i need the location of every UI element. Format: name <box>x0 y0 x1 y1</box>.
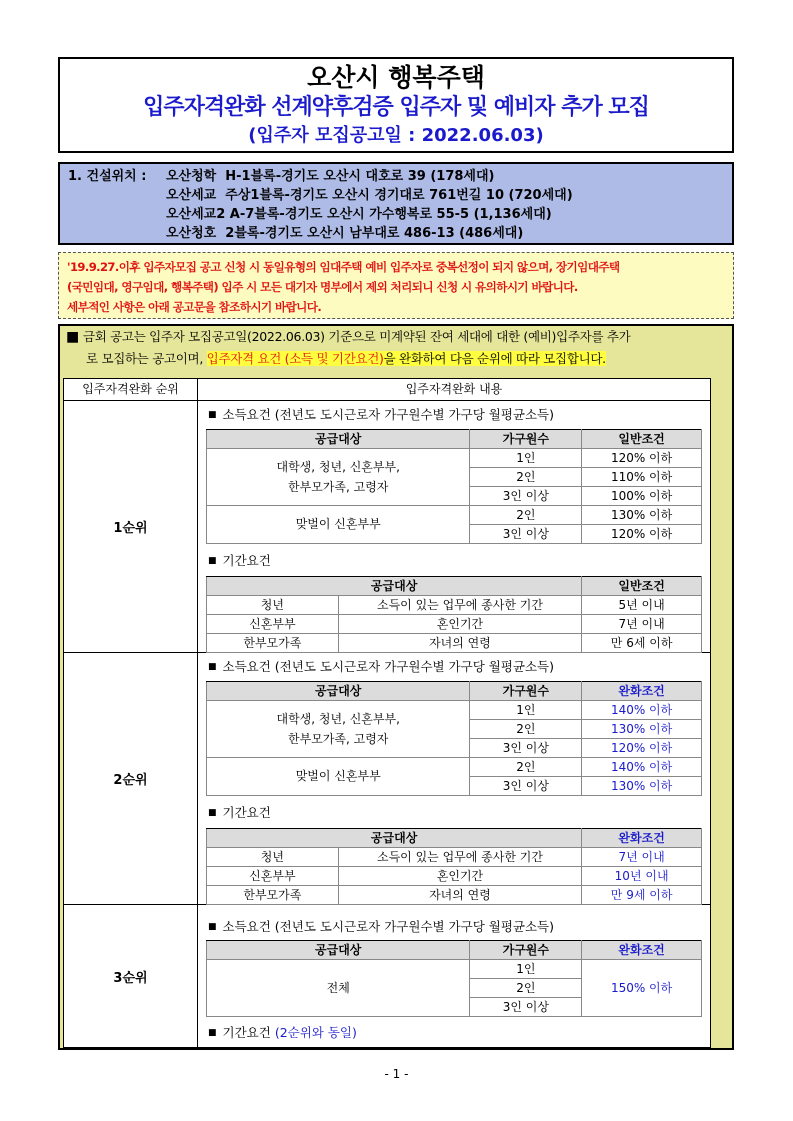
household-3: 3인 이상 <box>470 998 582 1017</box>
income-requirement: 소득요건 (전년도 도시근로자 가구원수별 가구당 월평균소득) <box>222 919 555 934</box>
group-b: 한부모가족, 고령자 <box>288 480 389 494</box>
household-3: 3인 이상 <box>470 739 582 758</box>
page-number: - 1 - <box>384 1067 409 1081</box>
target-single-parent: 한부모가족 <box>207 634 339 653</box>
criteria-table <box>63 378 711 1048</box>
household-2: 2인 <box>470 720 582 739</box>
rank2-label: 2순위 <box>64 653 198 905</box>
square-bullet-icon: ■ <box>208 1028 217 1038</box>
household-2: 2인 <box>470 758 582 777</box>
rank3-content <box>198 905 710 1047</box>
square-bullet-icon: ■ <box>208 410 217 420</box>
target-youth: 청년 <box>207 848 339 867</box>
col-target: 공급대상 <box>207 829 582 848</box>
target-single-parent: 한부모가족 <box>207 886 339 905</box>
income-value: 110% 이하 <box>582 468 702 487</box>
intro-highlight: 입주자격 요건 (소득 및 기간요건) <box>206 351 384 366</box>
col-condition: 완화조건 <box>582 829 702 848</box>
rank2-period-table <box>206 828 702 905</box>
group-b: 한부모가족, 고령자 <box>288 732 389 746</box>
square-bullet-icon: ■ <box>66 329 79 345</box>
rank2-content <box>198 653 710 905</box>
square-bullet-icon: ■ <box>208 662 217 672</box>
household-1: 1인 <box>470 449 582 468</box>
newlywed-desc: 혼인기간 <box>338 615 581 634</box>
location-item: 오산청호 2블록-경기도 오산시 남부대로 486-13 (486세대) <box>166 226 524 241</box>
group-a: 대학생, 청년, 신혼부부, <box>276 460 400 474</box>
income-value: 130% 이하 <box>582 720 702 739</box>
target-newlywed: 신혼부부 <box>207 867 339 886</box>
notice-line: (국민임대, 영구임대, 행복주택) 입주 시 모든 대기자 명부에서 제외 처리되니 신청 시 유의하시기 바랍니다. <box>67 280 578 294</box>
income-value: 140% 이하 <box>582 701 702 720</box>
announce-date: (입주자 모집공고일 : 2022.06.03) <box>248 125 544 146</box>
period-requirement: 기간요건 <box>222 553 271 568</box>
household-2: 2인 <box>470 979 582 998</box>
income-requirement: 소득요건 (전년도 도시근로자 가구원수별 가구당 월평균소득) <box>222 407 555 422</box>
period-value: 만 9세 이하 <box>582 886 702 905</box>
household-3: 3인 이상 <box>470 525 582 544</box>
square-bullet-icon: ■ <box>208 922 217 932</box>
square-bullet-icon: ■ <box>208 556 217 566</box>
dual-income-group: 맞벌이 신혼부부 <box>207 758 470 796</box>
page-subtitle: 입주자격완화 선계약후검증 입주자 및 예비자 추가 모집 <box>143 95 649 120</box>
income-value: 150% 이하 <box>582 960 702 1017</box>
income-value: 130% 이하 <box>582 777 702 796</box>
notice-line: 세부적인 사항은 아래 공고문을 참조하시기 바랍니다. <box>67 300 322 314</box>
group-a: 대학생, 청년, 신혼부부, <box>276 712 400 726</box>
income-requirement: 소득요건 (전년도 도시근로자 가구원수별 가구당 월평균소득) <box>222 659 555 674</box>
target-newlywed: 신혼부부 <box>207 615 339 634</box>
single-parent-desc: 자녀의 연령 <box>338 886 581 905</box>
household-3: 3인 이상 <box>470 487 582 506</box>
period-requirement: 기간요건 <box>222 1025 271 1040</box>
title-box <box>58 57 734 153</box>
household-3: 3인 이상 <box>470 777 582 796</box>
newlywed-desc: 혼인기간 <box>338 867 581 886</box>
col-household: 가구원수 <box>470 682 582 701</box>
period-requirement: 기간요건 <box>222 805 271 820</box>
intro-line-2c: 을 완화하여 다음 순위에 따라 모집합니다. <box>383 351 606 366</box>
single-parent-desc: 자녀의 연령 <box>338 634 581 653</box>
income-value: 140% 이하 <box>582 758 702 777</box>
income-value: 100% 이하 <box>582 487 702 506</box>
period-value: 7년 이내 <box>582 848 702 867</box>
col-condition: 완화조건 <box>582 682 702 701</box>
rank3-income-table <box>206 940 702 1017</box>
col-household: 가구원수 <box>470 941 582 960</box>
rank-column-header: 입주자격완화 순위 <box>64 379 198 401</box>
main-section <box>58 324 734 1050</box>
col-condition: 일반조건 <box>582 430 702 449</box>
col-household: 가구원수 <box>470 430 582 449</box>
location-box <box>58 162 734 245</box>
col-target: 공급대상 <box>207 682 470 701</box>
income-value: 120% 이하 <box>582 525 702 544</box>
rank2-income-table <box>206 681 702 796</box>
period-value: 만 6세 이하 <box>582 634 702 653</box>
period-value: 10년 이내 <box>582 867 702 886</box>
household-1: 1인 <box>470 960 582 979</box>
period-value: 7년 이내 <box>582 615 702 634</box>
intro-line-1: 금회 공고는 입주자 모집공고일(2022.06.03) 기준으로 미계약된 잔여 세대에 대한 (예비)입주자를 추가 <box>82 329 631 344</box>
square-bullet-icon: ■ <box>208 808 217 818</box>
target-youth: 청년 <box>207 596 339 615</box>
rank1-content <box>198 401 710 653</box>
rank1-label: 1순위 <box>64 401 198 653</box>
income-value: 130% 이하 <box>582 506 702 525</box>
target-all: 전체 <box>207 960 470 1017</box>
youth-desc: 소득이 있는 업무에 종사한 기간 <box>338 848 581 867</box>
rank3-label: 3순위 <box>64 905 198 1047</box>
income-value: 120% 이하 <box>582 449 702 468</box>
rank1-period-table <box>206 576 702 653</box>
period-value: 5년 이내 <box>582 596 702 615</box>
location-item: 오산세교2 A-7블록-경기도 오산시 가수행복로 55-5 (1,136세대) <box>166 207 552 222</box>
dual-income-group: 맞벌이 신혼부부 <box>207 506 470 544</box>
page-title: 오산시 행복주택 <box>307 63 485 92</box>
household-2: 2인 <box>470 468 582 487</box>
intro-text <box>66 326 730 370</box>
period-note: (2순위와 동일) <box>274 1025 357 1040</box>
col-condition: 일반조건 <box>582 577 702 596</box>
location-item: 오산청학 H-1블록-경기도 오산시 대호로 39 (178세대) <box>166 169 495 184</box>
household-1: 1인 <box>470 701 582 720</box>
notice-line: '19.9.27.이후 입주자모집 공고 신청 시 동일유형의 임대주택 예비 입주자로 중복선정이 되지 않으며, 장기임대주택 <box>67 260 620 274</box>
col-target: 공급대상 <box>207 577 582 596</box>
col-condition: 완화조건 <box>582 941 702 960</box>
rank1-income-table <box>206 429 702 544</box>
location-label: 1. 건설위치 : <box>68 169 147 184</box>
intro-line-2a: 로 모집하는 공고이며, <box>86 351 207 366</box>
notice-box <box>58 252 734 319</box>
location-item: 오산세교 주상1블록-경기도 오산시 경기대로 761번길 10 (720세대) <box>166 188 573 203</box>
income-value: 120% 이하 <box>582 739 702 758</box>
col-target: 공급대상 <box>207 430 470 449</box>
content-column-header: 입주자격완화 내용 <box>198 379 710 401</box>
col-target: 공급대상 <box>207 941 470 960</box>
household-2: 2인 <box>470 506 582 525</box>
youth-desc: 소득이 있는 업무에 종사한 기간 <box>338 596 581 615</box>
